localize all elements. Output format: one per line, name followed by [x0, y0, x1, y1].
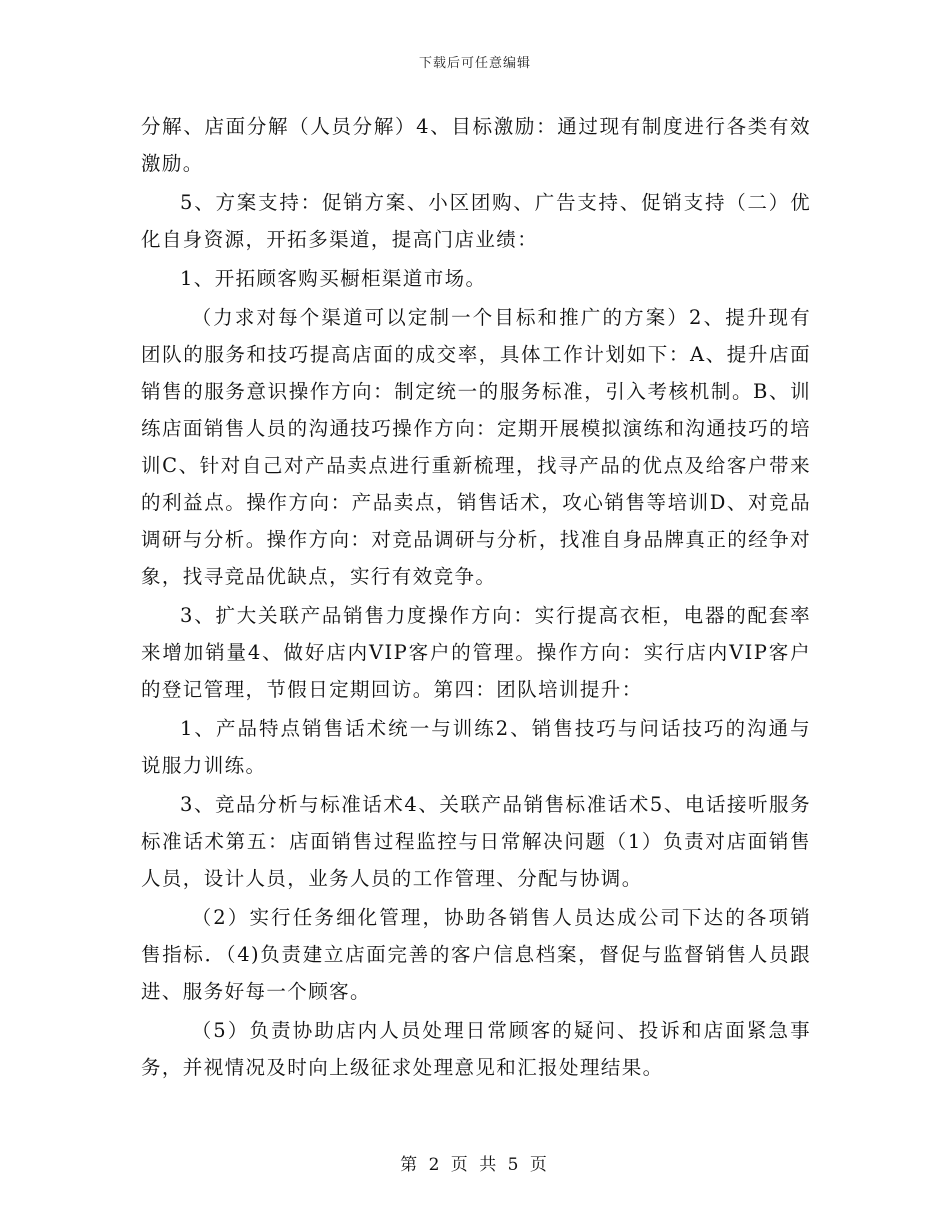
document-body: [141, 108, 811, 1088]
page-header: 下载后可任意编辑: [418, 56, 531, 71]
paragraph-3: 1、开拓顾客购买橱柜渠道市场。: [180, 267, 487, 290]
paragraph-6: 1、产品特点销售话术统一与训练2、销售技巧与问话技巧的沟通与说服力训练。: [141, 717, 811, 777]
paragraph-4: （力求对每个渠道可以定制一个目标和推广的方案）2、提升现有团队的服务和技巧提高店面的成交率，具体工作计划如下：A、提升店面销售的服务意识操作方向：制定统一的服务标准，引入考核机制。B、训练店面销售人员的沟通技巧操作方向：定期开展模拟演练和沟通技巧的培训C、针对自己对产品卖点进行重新梳理，找寻产品的优点及给客户带来的利益点。操作方向：产品卖点，销售话术，攻心销售等培训D、对竞品调研与分析。操作方向：对竞品调研与分析，找准自身品牌真正的经争对象，找寻竞品优缺点，实行有效竞争。: [141, 306, 811, 588]
paragraph-1: 分解、店面分解（人员分解）4、目标激励：通过现有制度进行各类有效激励。: [141, 115, 811, 175]
paragraph-9: （5）负责协助店内人员处理日常顾客的疑问、投诉和店面紧急事务，并视情况及时向上级征求处理意见和汇报处理结果。: [141, 1019, 811, 1079]
paragraph-7: 3、竞品分析与标准话术4、关联产品销售标准话术5、电话接听服务标准话术第五：店面销售过程监控与日常解决问题（1）负责对店面销售人员，设计人员，业务人员的工作管理、分配与协调。: [141, 793, 811, 890]
page-number-footer: 第 2 页 共 5 页: [400, 1155, 550, 1175]
paragraph-8: （2）实行任务细化管理，协助各销售人员达成公司下达的各项销售指标．（4)负责建立店面完善的客户信息档案，督促与监督销售人员跟进、服务好每一个顾客。: [141, 906, 811, 1003]
paragraph-5: 3、扩大关联产品销售力度操作方向：实行提高衣柜，电器的配套率来增加销量4、做好店内VIP客户的管理。操作方向：实行店内VIP客户的登记管理，节假日定期回访。第四：团队培训提升：: [141, 604, 811, 701]
paragraph-2: 5、方案支持：促销方案、小区团购、广告支持、促销支持（二）优化自身资源，开拓多渠道，提高门店业绩：: [141, 191, 811, 251]
